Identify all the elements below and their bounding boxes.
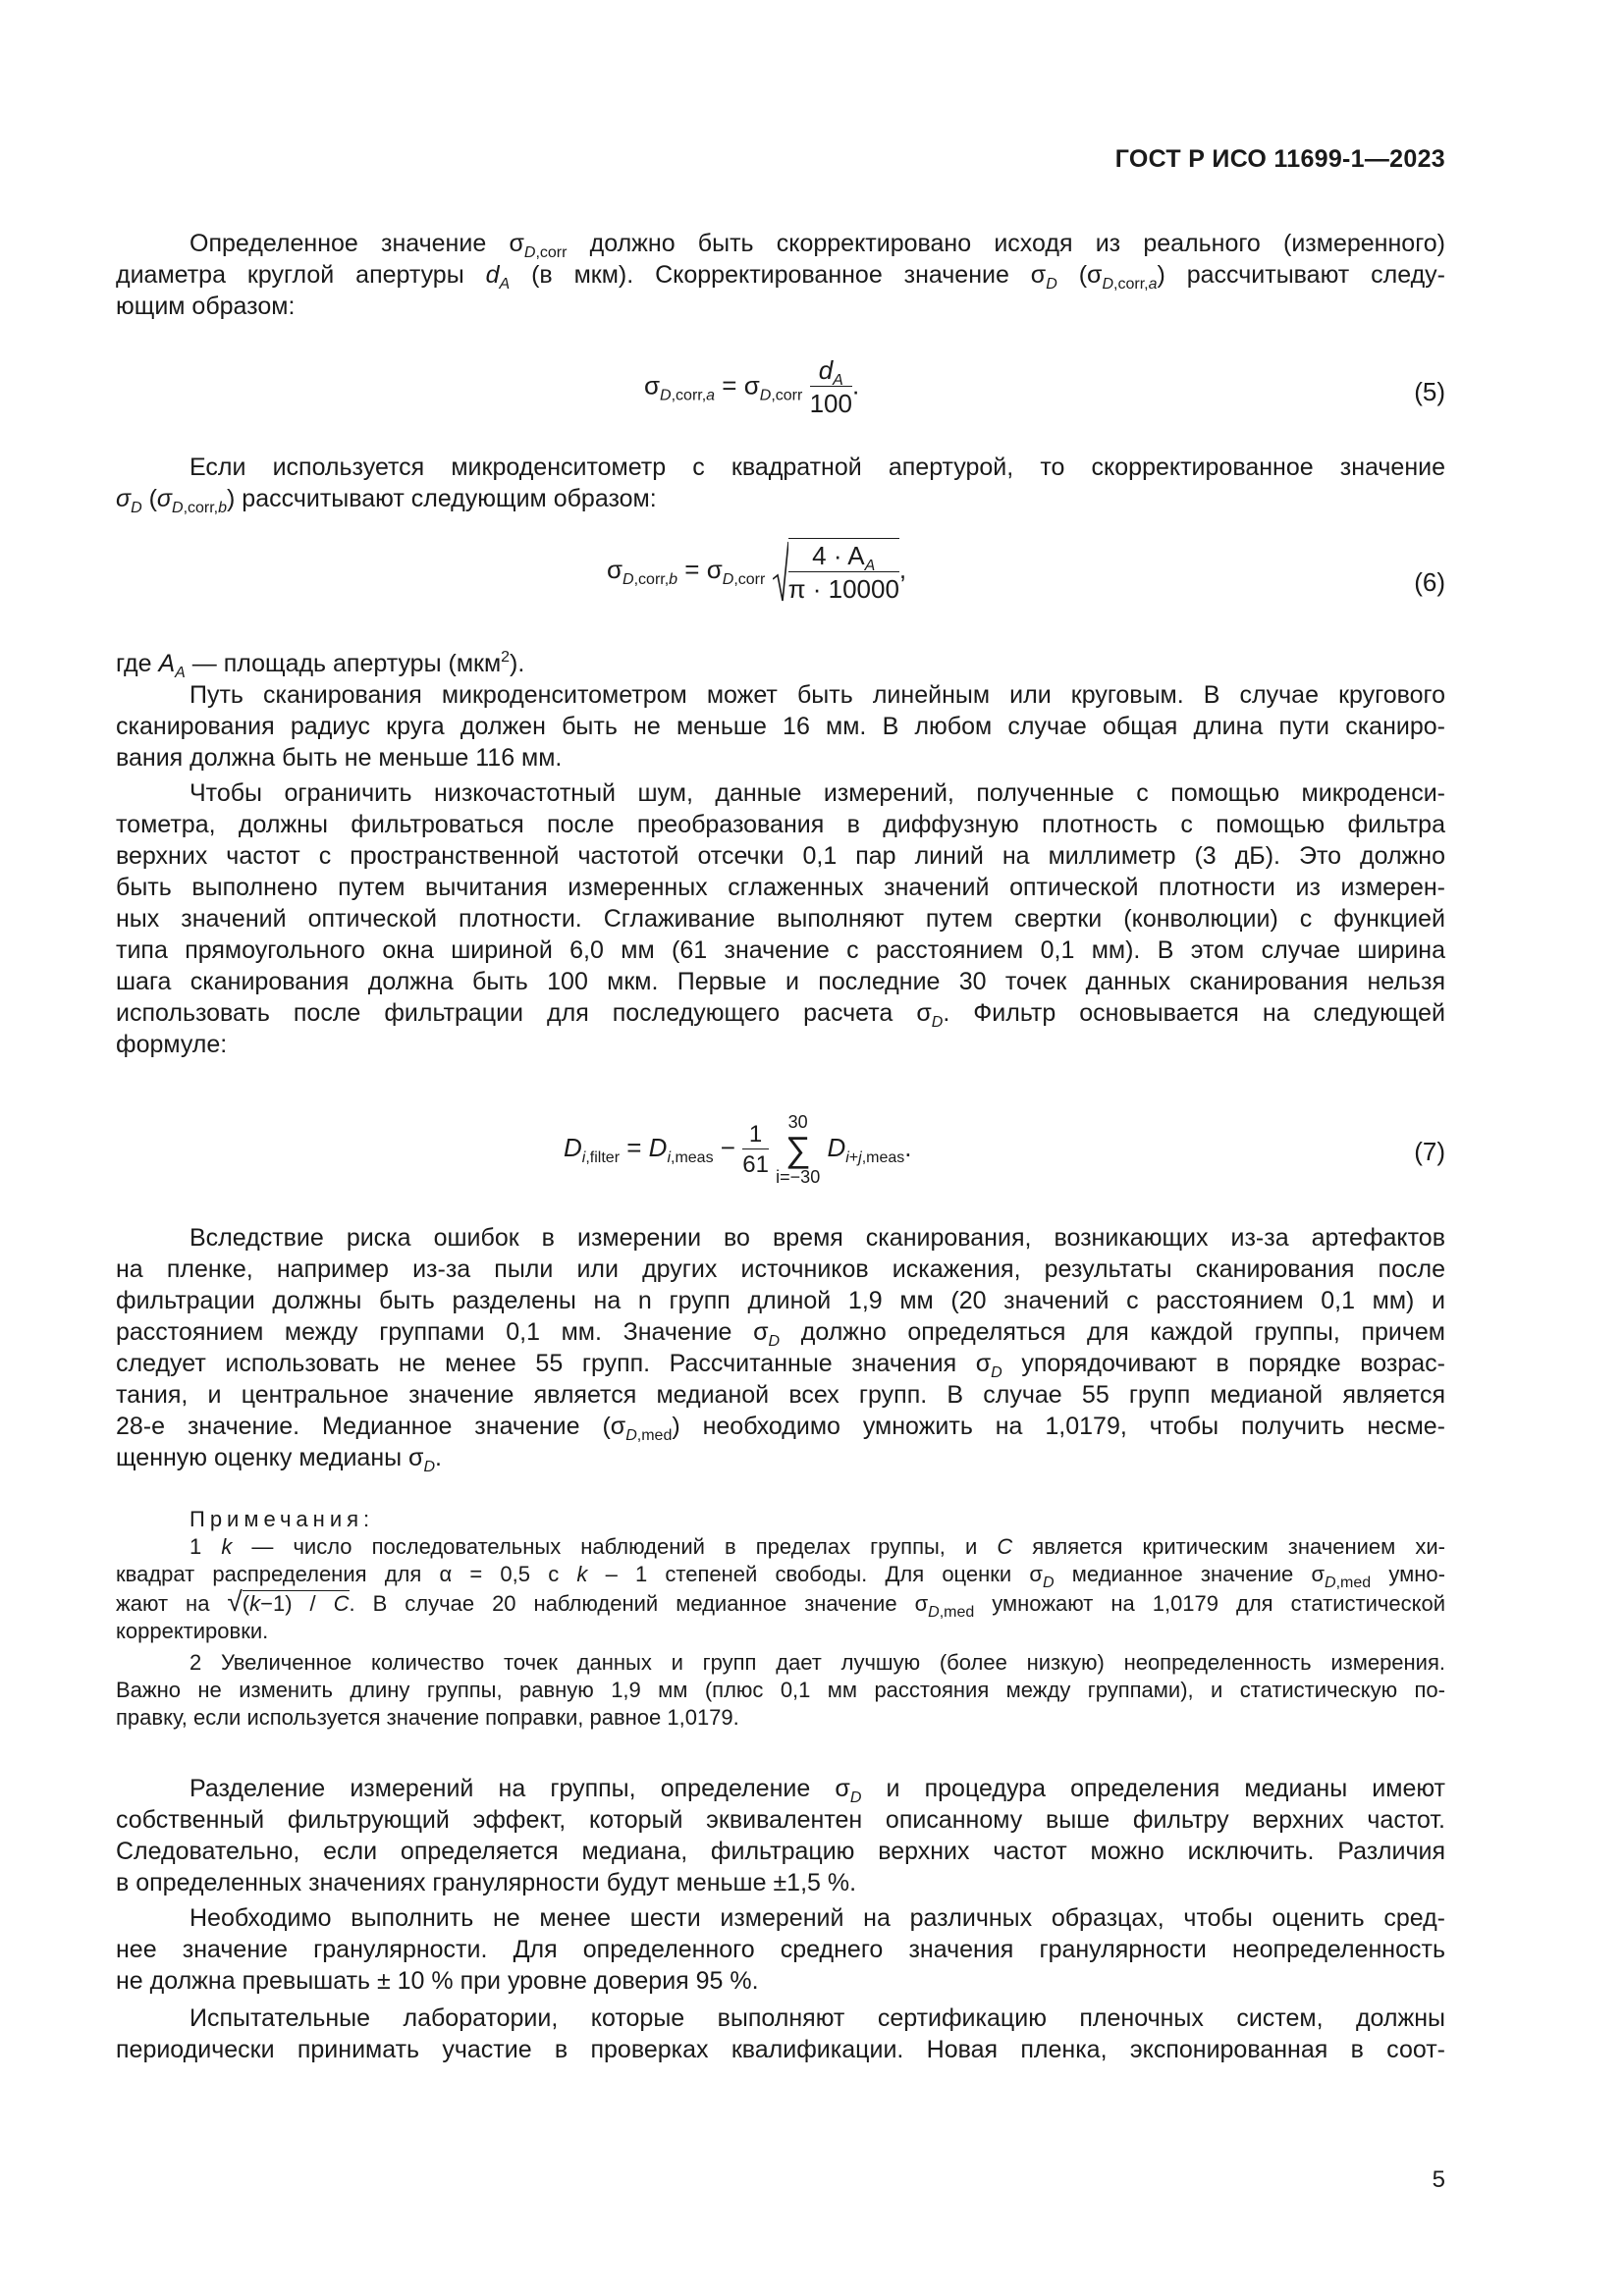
formula-number: (6)	[1414, 567, 1445, 597]
formula-number: (5)	[1414, 377, 1445, 406]
formula-7: $D_{i,filter} = D_{i,meas}$ − $\frac{1}{61}$ 30 ∑ i=−30 $D_{i+j,meas}$. (7)	[564, 1112, 1445, 1187]
paragraph-groups: Вследствие риска ошибок в измерении во время сканирования, возникающих из-за артефактов на пленке, например из-за пыли или других источников искажения, результаты сканирования после фильтрации должны быть разделены на n групп длиной 1,9 мм (20 значений с расстоянием 0,1 мм) и расстоянием между группами 0,1 мм. Значение $\sigma_D$ должно определяться для каждой группы, причем следует использовать не менее 55 групп. Рассчитанные значения $\sigma_D$ упорядочивают в порядке возрас- тания, и центральное значение является медианой всех групп. В случае 55 групп медианой является 28-е значение. Медианное значение $(\sigma_{D,med})$ необходимо умножить на 1,0179, чтобы получить несме- щенную оценку медианы $\sigma_D$.	[116, 1224, 1446, 1475]
note-2: 2 Увеличенное количество точек данных и групп дает лучшую (более низкую) неопределенность измерения.	[189, 1650, 1445, 1675]
notes-title: Примечания:	[189, 1507, 375, 1531]
document-header: ГОСТ Р ИСО 11699-1—2023	[1114, 145, 1445, 173]
formula-6: $\sigma_{D,corr,b} = \sigma_{D,corr}$ $\frac{4 \cdot A_A}{\pi \cdot 10000}$ , (6)	[116, 538, 1445, 626]
page-number: 5	[1432, 2166, 1445, 2193]
square-root: $\frac{4 \cdot A_A}{\pi \cdot 10000}$	[773, 538, 899, 605]
document-page	[116, 0, 1445, 2296]
paragraph-labs: Испытательные лаборатории, которые выполняют сертификацию пленочных систем, должны периодически принимать участие в проверках квалификации. Новая пленка, экспонированная в соот-	[116, 2004, 1445, 2063]
paragraph-scan-path: где $A_A$ — площадь апертуры (мкм$^2$). Путь сканирования микроденситометром может быть линейным или круговым. В случае кругового сканирования радиус круга должен быть не меньше 16 мм. В любом случае общая длина пути сканиро- вания должна быть не меньше 116 мм.	[116, 649, 1445, 772]
paragraph-filter: Чтобы ограничить низкочастотный шум, данные измерений, полученные с помощью микроденси- тометра, должны фильтроваться после преобразования в диффузную плотность с помощью фильтра верхних частот с пространственной частотой отсечки 0,1 пар линий на миллиметр (3 дБ). Это должно быть выполнено путем вычитания измеренных сглаженных значений оптической плотности из измерен- ных значений оптической плотности. Сглаживание выполняют путем свертки (конволюции) с функцией типа прямоугольного окна шириной 6,0 мм (61 значение с расстоянием 0,1 мм). В этом случае ширина шага сканирования должна быть 100 мкм. Первые и последние 30 точек данных сканирования нельзя использовать после фильтрации для последующего расчета $\sigma_D$. Фильтр основывается на следующей формуле:	[116, 779, 1445, 1058]
paragraph-correction-intro: Определенное значение $\sigma_{D,corr}$ должно быть скорректировано исходя из реального (измеренного) диаметра круглой апертуры $d_A$ (в мкм). Скорректированное значение $\sigma_D$ $(\sigma_{D,corr,a})$ рассчитывают следу- ющим образом:	[116, 230, 1445, 320]
paragraph-square-aperture: Если используется микроденситометр с квадратной апертурой, то скорректированное значение $\sigma_D$ $(\sigma_{D,corr,b})$ рассчитывают следующим образом:	[116, 454, 1445, 516]
notes-block: Примечания: 1 k — число последовательных наблюдений в пределах группы, и C является критическим значением хи- квадрат распределения для α = 0,5 с k – 1 степеней свободы. Для оценки $\sigma_D$ медианное значение $\sigma_{D,med}$ умно- жают на √(k−1) / C. В случае 20 наблюдений медианное значение $\sigma_{D,med}$ умножают на 1,0179 для статистической корректировки. 2 Увеличенное количество точек данных и групп дает лучшую (более низкую) неопределенность измерения. Важно не изменить длину группы, равную 1,9 мм (плюс 0,1 мм расстояния между группами), и статистическую по- правку, если используется значение поправки, равное 1,0179.	[116, 1507, 1445, 1730]
paragraph-measurements: Необходимо выполнить не менее шести измерений на различных образцах, чтобы оценить сред- нее значение гранулярности. Для определенного среднего значения гранулярности неопределенность не должна превышать ± 10 % при уровне доверия 95 %.	[116, 1904, 1445, 1995]
formula-number: (7)	[1414, 1137, 1445, 1166]
note-1: 1 k — число последовательных наблюдений в пределах группы, и C является критическим значением хи-	[189, 1534, 1445, 1559]
paragraph-median-filter: Разделение измерений на группы, определение $\sigma_D$ и процедура определения медианы имеют собственный фильтрующий эффект, который эквивалентен описанному выше фильтру верхних частот. Следовательно, если определяется медиана, фильтрацию верхних частот можно исключить. Различия в определенных значениях гранулярности будут меньше ±1,5 %.	[116, 1775, 1445, 1896]
formula-5: $\sigma_{D,corr,a} = \sigma_{D,corr}$ $\frac{d_A}{100}$ . (5)	[644, 355, 1445, 418]
